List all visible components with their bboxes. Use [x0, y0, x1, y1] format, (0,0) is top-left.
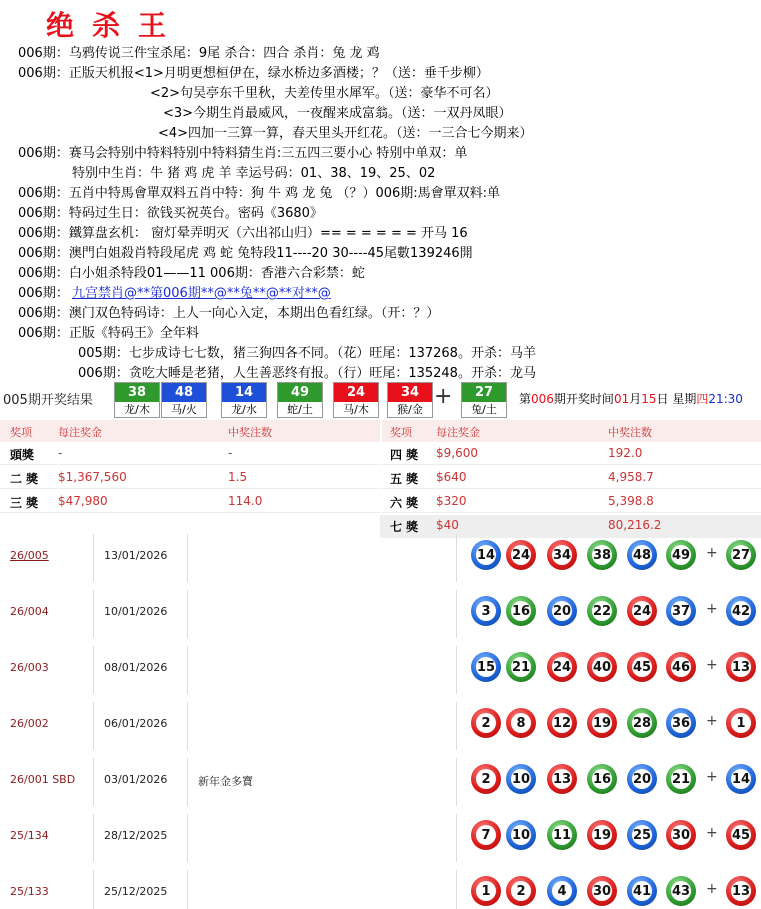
forbidden-zodiac-link[interactable]: 九宫禁肖@**第006期**@**兔**@**对**@: [72, 286, 331, 301]
history-row: [0, 586, 761, 642]
number-ball: [627, 708, 657, 738]
number-ball: [587, 652, 617, 682]
column-divider: [93, 814, 94, 862]
column-divider: [456, 590, 457, 638]
draw-ball: [114, 382, 160, 418]
column-divider: [93, 646, 94, 694]
special-ball: [726, 820, 756, 850]
plus-sign: +: [706, 881, 718, 897]
issue-link[interactable]: 26/001 SBD: [10, 773, 76, 786]
draw-date: 06/01/2026: [104, 717, 168, 730]
number-ball: [666, 764, 696, 794]
ball-number: 13: [552, 769, 572, 789]
ball-number: 40: [592, 657, 612, 677]
prediction-line: 006期：: [18, 286, 69, 301]
number-ball: [547, 820, 577, 850]
header-prize: 奖项: [390, 426, 412, 439]
number-ball: [547, 876, 577, 906]
issue-link[interactable]: 26/005: [10, 549, 49, 562]
ball-number: 16: [592, 769, 612, 789]
ball-number: 37: [671, 601, 691, 621]
info-day: 15: [641, 392, 657, 406]
column-divider: [93, 590, 94, 638]
number-ball: [471, 876, 501, 906]
ball-number: 45: [632, 657, 652, 677]
prize-count: 80,216.2: [608, 518, 662, 532]
prize-name: 七 獎: [390, 520, 419, 534]
number-ball: [471, 540, 501, 570]
draw-ball: [277, 382, 323, 418]
ball-number: 14: [731, 769, 751, 789]
special-ball: [726, 540, 756, 570]
number-ball: [547, 596, 577, 626]
prize-money: $9,600: [436, 446, 478, 460]
number-ball: [587, 876, 617, 906]
number-ball: [471, 708, 501, 738]
special-ball: [726, 876, 756, 906]
prize-row: [382, 490, 761, 513]
number-ball: [627, 596, 657, 626]
column-divider: [456, 702, 457, 750]
issue-link[interactable]: 26/002: [10, 717, 49, 730]
ball-number: 2: [476, 769, 496, 789]
number-ball: [506, 764, 536, 794]
special-ball: [726, 708, 756, 738]
prize-header-left: [0, 420, 380, 442]
ball-number: 45: [731, 825, 751, 845]
ball-number: 38: [592, 545, 612, 565]
number-ball: [506, 876, 536, 906]
ball-number: 28: [632, 713, 652, 733]
ball-number: 16: [511, 601, 531, 621]
draw-result-bar: [0, 380, 761, 420]
column-divider: [187, 646, 188, 694]
number-ball: [587, 596, 617, 626]
prize-name: 六 獎: [390, 496, 419, 510]
draw-ball-number: 34: [388, 383, 432, 402]
ball-number: 11: [552, 825, 572, 845]
special-ball: [726, 764, 756, 794]
column-divider: [187, 590, 188, 638]
number-ball: [471, 596, 501, 626]
ball-number: 20: [552, 601, 572, 621]
prize-count: 192.0: [608, 446, 643, 460]
ball-number: 30: [671, 825, 691, 845]
prize-count: -: [228, 446, 233, 460]
column-divider: [187, 870, 188, 909]
number-ball: [587, 708, 617, 738]
ball-number: 24: [632, 601, 652, 621]
prize-name: 五 獎: [390, 472, 419, 486]
issue-link[interactable]: 25/134: [10, 829, 49, 842]
number-ball: [666, 540, 696, 570]
ball-number: 22: [592, 601, 612, 621]
prediction-line: 006期：白小姐杀特段01——11 006期：香港六合彩禁：蛇: [18, 266, 365, 281]
draw-date: 10/01/2026: [104, 605, 168, 618]
draw-ball-number: 49: [278, 383, 322, 402]
page-title: 绝杀王: [46, 9, 185, 42]
history-row: [0, 642, 761, 698]
header-count: 中奖注数: [228, 426, 272, 439]
info-mid: 期开奖时间: [553, 392, 614, 406]
ball-number: 42: [731, 601, 751, 621]
ball-number: 27: [731, 545, 751, 565]
prize-money: $1,367,560: [58, 470, 127, 484]
ball-number: 15: [476, 657, 496, 677]
number-ball: [506, 652, 536, 682]
draw-date: 03/01/2026: [104, 773, 168, 786]
column-divider: [93, 702, 94, 750]
column-divider: [93, 534, 94, 582]
column-divider: [456, 646, 457, 694]
draw-note: 新年金多寶: [198, 775, 253, 788]
ball-number: 8: [511, 713, 531, 733]
prediction-line: 006期：赛马会特别中特料特别中特料猜生肖:三五四三要小心 特别中单双：单: [18, 146, 468, 161]
header-money: 每注奖金: [58, 426, 102, 439]
draw-ball-zodiac: 马/木: [343, 403, 369, 416]
ball-number: 14: [476, 545, 496, 565]
prize-count: 114.0: [228, 494, 263, 508]
column-divider: [93, 758, 94, 806]
prediction-line: 006期：五肖中特馬會單双料五肖中特：狗 牛 鸡 龙 兔 （？）006期:馬會單双料:单: [18, 186, 501, 201]
history-row: [0, 810, 761, 866]
draw-ball-number: 14: [222, 383, 266, 402]
ball-number: 12: [552, 713, 572, 733]
next-draw-info: [519, 390, 743, 407]
prize-money: $640: [436, 470, 467, 484]
number-ball: [471, 820, 501, 850]
number-ball: [547, 708, 577, 738]
info-month: 01: [613, 392, 630, 406]
ball-number: 1: [476, 881, 496, 901]
prize-row: [0, 442, 380, 465]
draw-ball-zodiac: 龙/水: [231, 403, 257, 416]
number-ball: [506, 596, 536, 626]
ball-number: 21: [671, 769, 691, 789]
column-divider: [187, 702, 188, 750]
number-ball: [587, 540, 617, 570]
header-money: 每注奖金: [436, 426, 480, 439]
plus-sign: +: [706, 545, 718, 561]
number-ball: [666, 708, 696, 738]
ball-number: 19: [592, 713, 612, 733]
info-issue: 006: [531, 392, 554, 406]
column-divider: [187, 814, 188, 862]
ball-number: 2: [476, 713, 496, 733]
draw-ball-zodiac: 蛇/土: [287, 403, 313, 416]
ball-number: 30: [592, 881, 612, 901]
ball-number: 19: [592, 825, 612, 845]
number-ball: [627, 652, 657, 682]
ball-number: 13: [731, 881, 751, 901]
ball-number: 24: [511, 545, 531, 565]
number-ball: [547, 540, 577, 570]
history-row: [0, 866, 761, 909]
plus-sign: +: [706, 713, 718, 729]
number-ball: [666, 820, 696, 850]
prize-name: 三 獎: [10, 496, 39, 510]
plus-sign: +: [706, 825, 718, 841]
ball-number: 25: [632, 825, 652, 845]
plus-sign: +: [706, 769, 718, 785]
draw-ball-zodiac: 猴/金: [397, 403, 423, 416]
number-ball: [627, 764, 657, 794]
prize-count: 5,398.8: [608, 494, 654, 508]
draw-label: 005期开奖结果: [3, 393, 93, 408]
draw-date: 28/12/2025: [104, 829, 168, 842]
ball-number: 10: [511, 825, 531, 845]
ball-number: 20: [632, 769, 652, 789]
prediction-line: 006期：正版天机报<1>月明更想桓伊在，绿水桥边多酒楼；？（送：垂千步柳）: [18, 66, 489, 81]
prediction-line: 006期：乌鸦传说三件宝杀尾：9尾 杀合：四合 杀肖：兔 龙 鸡: [18, 46, 380, 61]
issue-link[interactable]: 25/133: [10, 885, 49, 898]
column-divider: [187, 758, 188, 806]
column-divider: [456, 814, 457, 862]
prize-count: 1.5: [228, 470, 248, 484]
ball-number: 21: [511, 657, 531, 677]
draw-ball: [221, 382, 267, 418]
prediction-line: 006期：贪吃大睡是老猪，人生善恶终有报。（行）旺尾：135248。开杀：龙马: [78, 366, 536, 381]
info-d: 日 星期: [656, 392, 697, 406]
ball-number: 3: [476, 601, 496, 621]
ball-number: 43: [671, 881, 691, 901]
prediction-line: 特别中生肖：牛 猪 鸡 虎 羊 幸运号码：01、38、19、25、02: [72, 166, 436, 181]
number-ball: [547, 764, 577, 794]
ball-number: 1: [731, 713, 751, 733]
special-ball: [726, 596, 756, 626]
draw-date: 08/01/2026: [104, 661, 168, 674]
prediction-line: 006期：澳门双色特码诗：上人一向心入定，本期出色看红绿。（开：？）: [18, 306, 440, 321]
draw-ball-number: 48: [162, 383, 206, 402]
number-ball: [587, 820, 617, 850]
number-ball: [506, 540, 536, 570]
header-prize: 奖项: [10, 426, 32, 439]
draw-ball: [461, 382, 507, 418]
prediction-line: <4>四加一三算一算，春天里头开红花。（送：一三合七今期来）: [158, 126, 533, 141]
ball-number: 7: [476, 825, 496, 845]
prediction-line: 006期：澳門白姐殺肖特段尾虎 鸡 蛇 兔特段11----20 30----45尾數139246開: [18, 246, 473, 261]
prediction-line: 006期：鐵算盘玄机： 窗灯晕弄明灭（六出祁山归）== = = = = = 开马 16: [18, 226, 468, 241]
prize-name: 頭獎: [10, 448, 35, 462]
prize-name: 四 獎: [390, 448, 419, 462]
draw-ball-zodiac: 马/火: [171, 403, 197, 416]
prize-name: 二 獎: [10, 472, 39, 486]
prediction-line: <3>今期生肖最威风，一夜醒来成富翁。（送：一双丹凤眼）: [163, 106, 512, 121]
number-ball: [666, 596, 696, 626]
draw-date: 13/01/2026: [104, 549, 168, 562]
column-divider: [187, 534, 188, 582]
draw-date: 25/12/2025: [104, 885, 168, 898]
ball-number: 2: [511, 881, 531, 901]
prize-header-right: [382, 420, 761, 442]
number-ball: [471, 764, 501, 794]
ball-number: 46: [671, 657, 691, 677]
prize-row: [382, 466, 761, 489]
number-ball: [587, 764, 617, 794]
plus-sign: +: [706, 601, 718, 617]
number-ball: [471, 652, 501, 682]
info-week: 四: [696, 392, 709, 406]
ball-number: 41: [632, 881, 652, 901]
column-divider: [456, 870, 457, 909]
ball-number: 34: [552, 545, 572, 565]
info-prefix: 第: [519, 392, 532, 406]
ball-number: 36: [671, 713, 691, 733]
prediction-line: 006期：正版《特码王》全年料: [18, 326, 199, 341]
prediction-line: 006期：特码过生日：欲钱买祝英台。密码《3680》: [18, 206, 323, 221]
draw-ball-number: 27: [462, 383, 506, 402]
draw-ball-zodiac: 龙/木: [124, 403, 150, 416]
prize-row: [0, 490, 380, 513]
prize-money: -: [58, 446, 63, 460]
number-ball: [627, 540, 657, 570]
number-ball: [627, 876, 657, 906]
draw-ball-number: 24: [334, 383, 378, 402]
history-row: [0, 698, 761, 754]
ball-number: 4: [552, 881, 572, 901]
number-ball: [666, 876, 696, 906]
prize-count: 4,958.7: [608, 470, 654, 484]
draw-ball: [161, 382, 207, 418]
prize-row: [382, 442, 761, 465]
ball-number: 48: [632, 545, 652, 565]
number-ball: [627, 820, 657, 850]
ball-number: 13: [731, 657, 751, 677]
prize-money: $40: [436, 518, 459, 532]
column-divider: [456, 534, 457, 582]
prediction-line: 005期：七步成诗七七数，猪三狗四各不同。（花）旺尾：137268。开杀：马羊: [78, 346, 536, 361]
number-ball: [506, 820, 536, 850]
history-row: [0, 530, 761, 586]
column-divider: [93, 870, 94, 909]
ball-number: 49: [671, 545, 691, 565]
draw-ball-zodiac: 兔/土: [471, 403, 497, 416]
column-divider: [456, 758, 457, 806]
number-ball: [666, 652, 696, 682]
header-count: 中奖注数: [608, 426, 652, 439]
number-ball: [506, 708, 536, 738]
draw-plus: +: [434, 384, 453, 409]
special-ball: [726, 652, 756, 682]
prediction-line: <2>句吴亭东千里秋，夫差传里水犀军。（送：豪华不可名）: [150, 86, 499, 101]
ball-number: 24: [552, 657, 572, 677]
prize-table: [0, 420, 761, 538]
draw-ball-number: 38: [115, 383, 159, 402]
issue-link[interactable]: 26/003: [10, 661, 49, 674]
ball-number: 10: [511, 769, 531, 789]
plus-sign: +: [706, 657, 718, 673]
draw-ball: [387, 382, 433, 418]
issue-link[interactable]: 26/004: [10, 605, 49, 618]
history-row: [0, 754, 761, 810]
prize-money: $47,980: [58, 494, 108, 508]
prize-row: [0, 466, 380, 489]
info-m: 月: [629, 392, 642, 406]
prize-money: $320: [436, 494, 467, 508]
number-ball: [547, 652, 577, 682]
info-time: 21:30: [708, 392, 743, 406]
draw-ball: [333, 382, 379, 418]
